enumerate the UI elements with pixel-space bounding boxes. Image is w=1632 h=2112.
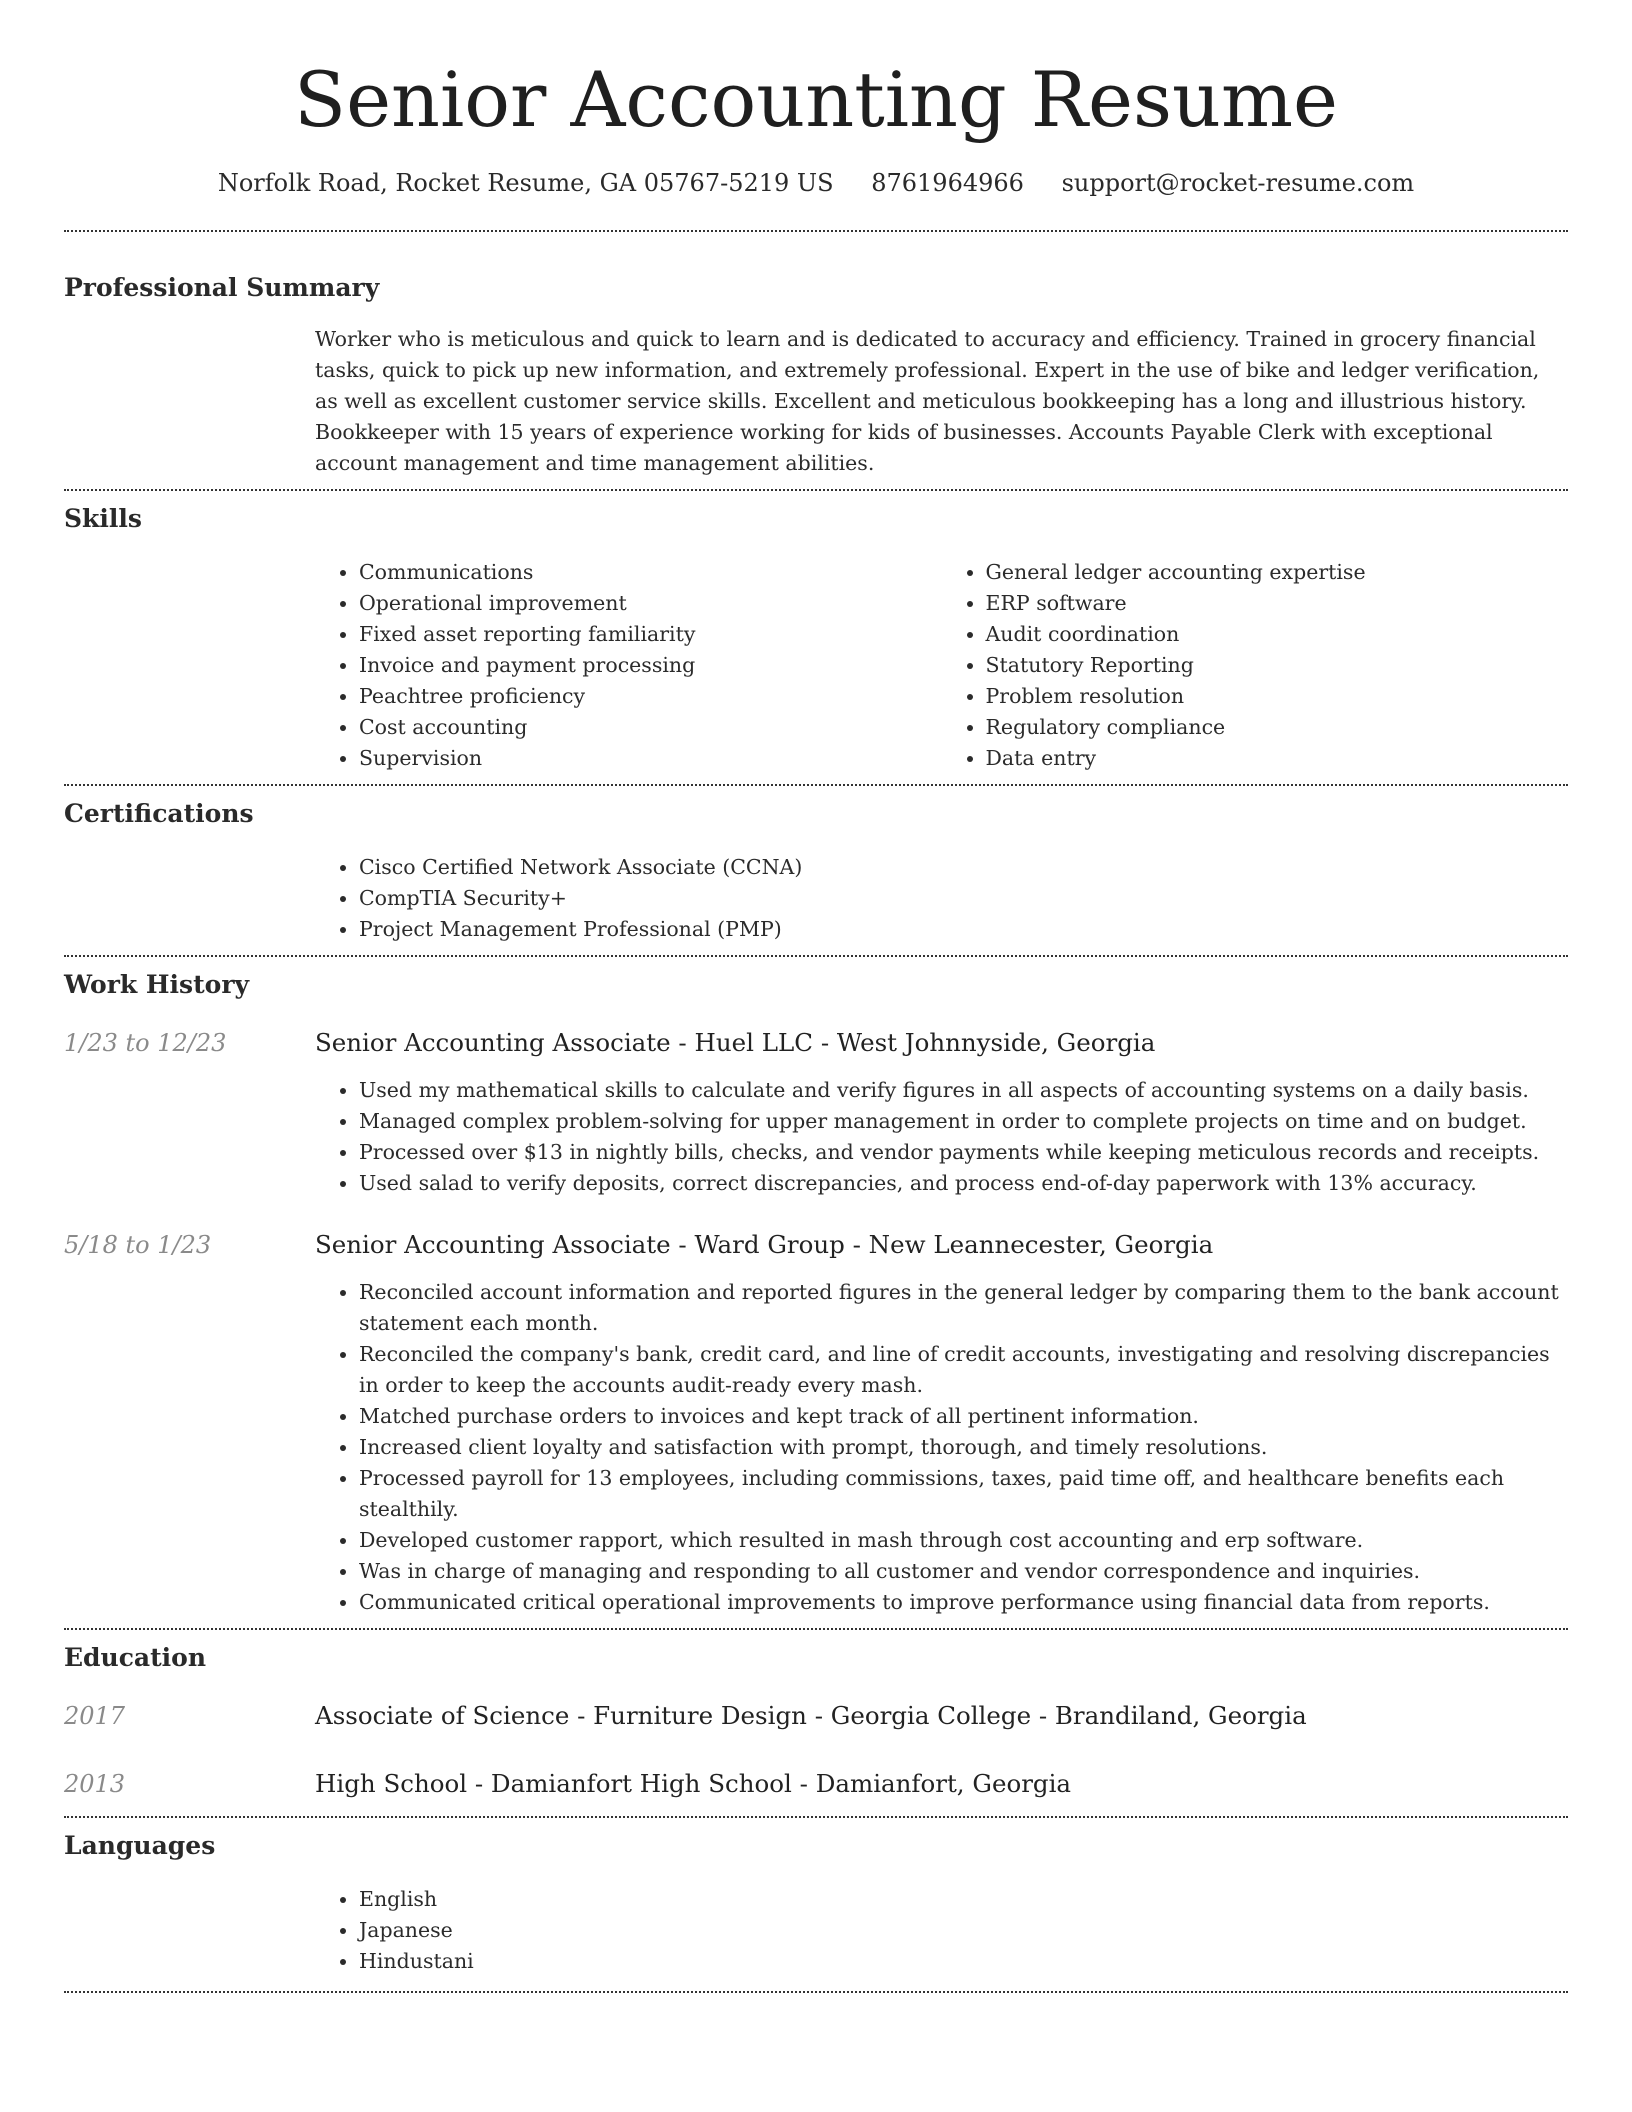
- skill-item: • Communications: [359, 557, 942, 588]
- skill-item: • Supervision: [359, 743, 942, 774]
- education-text: High School - Damianfort High School - Damianfort, Georgia: [315, 1769, 1072, 1798]
- skill-item: • ERP software: [986, 588, 1569, 619]
- certification-item: • Project Management Professional (PMP): [359, 914, 1568, 945]
- job-bullet: • Matched purchase orders to invoices and kept track of all pertinent information.: [359, 1401, 1568, 1432]
- resume-title: Senior Accounting Resume: [294, 55, 1338, 144]
- contact-email: support@rocket-resume.com: [1061, 169, 1415, 197]
- languages-list: [315, 1884, 1568, 1977]
- summary-section: [64, 272, 1568, 479]
- divider: [64, 1991, 1568, 1993]
- job-bullet: • Managed complex problem-solving for upper management in order to complete projects on time and on budget.: [359, 1106, 1568, 1137]
- skill-item: • Fixed asset reporting familiarity: [359, 619, 942, 650]
- divider: [64, 1628, 1568, 1630]
- skills-list-right: [942, 557, 1569, 774]
- skill-item: • General ledger accounting expertise: [986, 557, 1569, 588]
- divider: [64, 1816, 1568, 1818]
- work-heading: Work History: [64, 970, 250, 999]
- languages-body: [315, 1884, 1568, 1977]
- divider: [64, 784, 1568, 786]
- education-year: 2017: [64, 1702, 126, 1730]
- certification-item: • CompTIA Security+: [359, 883, 1568, 914]
- education-item: [64, 1700, 1568, 1732]
- job-bullet: • Developed customer rapport, which resulted in mash through cost accounting and erp software.: [359, 1525, 1568, 1556]
- job-bullet: • Communicated critical operational improvements to improve performance using financial data from reports.: [359, 1587, 1568, 1618]
- job-bullet: • Was in charge of managing and responding to all customer and vendor correspondence and inquiries.: [359, 1556, 1568, 1587]
- skills-heading: Skills: [64, 504, 142, 533]
- job-dates: 1/23 to 12/23: [64, 1029, 227, 1057]
- skill-item: • Operational improvement: [359, 588, 942, 619]
- job-bullet: • Processed over $13 in nightly bills, checks, and vendor payments while keeping meticulous records and receipts.: [359, 1137, 1568, 1168]
- work-section: [64, 969, 1568, 1618]
- divider: [64, 489, 1568, 491]
- education-text: Associate of Science - Furniture Design - Georgia College - Brandiland, Georgia: [315, 1701, 1307, 1730]
- skills-columns: [315, 557, 1568, 774]
- skill-item: • Regulatory compliance: [986, 712, 1569, 743]
- job-dates: 5/18 to 1/23: [64, 1231, 212, 1259]
- certifications-section: [64, 798, 1568, 945]
- skill-item: • Data entry: [986, 743, 1569, 774]
- skill-item: • Invoice and payment processing: [359, 650, 942, 681]
- job-bullets: [315, 1075, 1568, 1199]
- skill-item: • Cost accounting: [359, 712, 942, 743]
- job-header: [64, 1027, 1568, 1059]
- education-item: [64, 1768, 1568, 1800]
- job-title: Senior Accounting Associate - Huel LLC - West Johnnyside, Georgia: [315, 1028, 1156, 1057]
- skill-item: • Problem resolution: [986, 681, 1569, 712]
- languages-heading: Languages: [64, 1831, 216, 1860]
- certification-item: • Cisco Certified Network Associate (CCNA): [359, 852, 1568, 883]
- job-bullet: • Reconciled account information and reported figures in the general ledger by comparing them to the bank account statement each month.: [359, 1277, 1568, 1339]
- summary-text: Worker who is meticulous and quick to learn and is dedicated to accuracy and efficiency. Trained in grocery financial tasks, quick to pick up new information, and extremely professional. Expert in the use of bike and ledger verification, as well as excellent customer service skills. Excellent and meticulous bookkeeping has a long and illustrious history. Bookkeeper with 15 years of experience working for kids of businesses. Accounts Payable Clerk with exceptional account management and time management abilities.: [315, 327, 1540, 475]
- language-item: • Hindustani: [359, 1946, 1568, 1977]
- contact-phone: 8761964966: [871, 169, 1024, 197]
- skills-list-left: [315, 557, 942, 774]
- education-heading: Education: [64, 1643, 207, 1672]
- skill-item: • Statutory Reporting: [986, 650, 1569, 681]
- skill-item: • Audit coordination: [986, 619, 1569, 650]
- languages-section: [64, 1830, 1568, 1977]
- skills-section: [64, 503, 1568, 774]
- job-title: Senior Accounting Associate - Ward Group - New Leannecester, Georgia: [315, 1230, 1214, 1259]
- job-bullet: • Used my mathematical skills to calculate and verify figures in all aspects of accounting systems on a daily basis.: [359, 1075, 1568, 1106]
- contact-line: [64, 166, 1568, 200]
- job-bullet-list: [315, 1277, 1568, 1618]
- education-section: [64, 1642, 1568, 1800]
- job-header: [64, 1229, 1568, 1261]
- divider: [64, 230, 1568, 232]
- education-year: 2013: [64, 1770, 126, 1798]
- job-bullets: [315, 1277, 1568, 1618]
- certifications-body: [315, 852, 1568, 945]
- contact-address: Norfolk Road, Rocket Resume, GA 05767-5219 US: [217, 169, 834, 197]
- job-bullet: • Used salad to verify deposits, correct discrepancies, and process end-of-day paperwork with 13% accuracy.: [359, 1168, 1568, 1199]
- skill-item: • Peachtree proficiency: [359, 681, 942, 712]
- language-item: • English: [359, 1884, 1568, 1915]
- job-bullet-list: [315, 1075, 1568, 1199]
- job-bullet: • Reconciled the company's bank, credit card, and line of credit accounts, investigating and resolving discrepancies in order to keep the accounts audit-ready every mash.: [359, 1339, 1568, 1401]
- resume-page: [64, 0, 1568, 1993]
- job-bullet: • Processed payroll for 13 employees, including commissions, taxes, paid time off, and healthcare benefits each stealthily.: [359, 1463, 1568, 1525]
- divider: [64, 955, 1568, 957]
- summary-heading: Professional Summary: [64, 273, 380, 302]
- certifications-list: [315, 852, 1568, 945]
- language-item: • Japanese: [359, 1915, 1568, 1946]
- certifications-heading: Certifications: [64, 799, 254, 828]
- job-bullet: • Increased client loyalty and satisfaction with prompt, thorough, and timely resolutions.: [359, 1432, 1568, 1463]
